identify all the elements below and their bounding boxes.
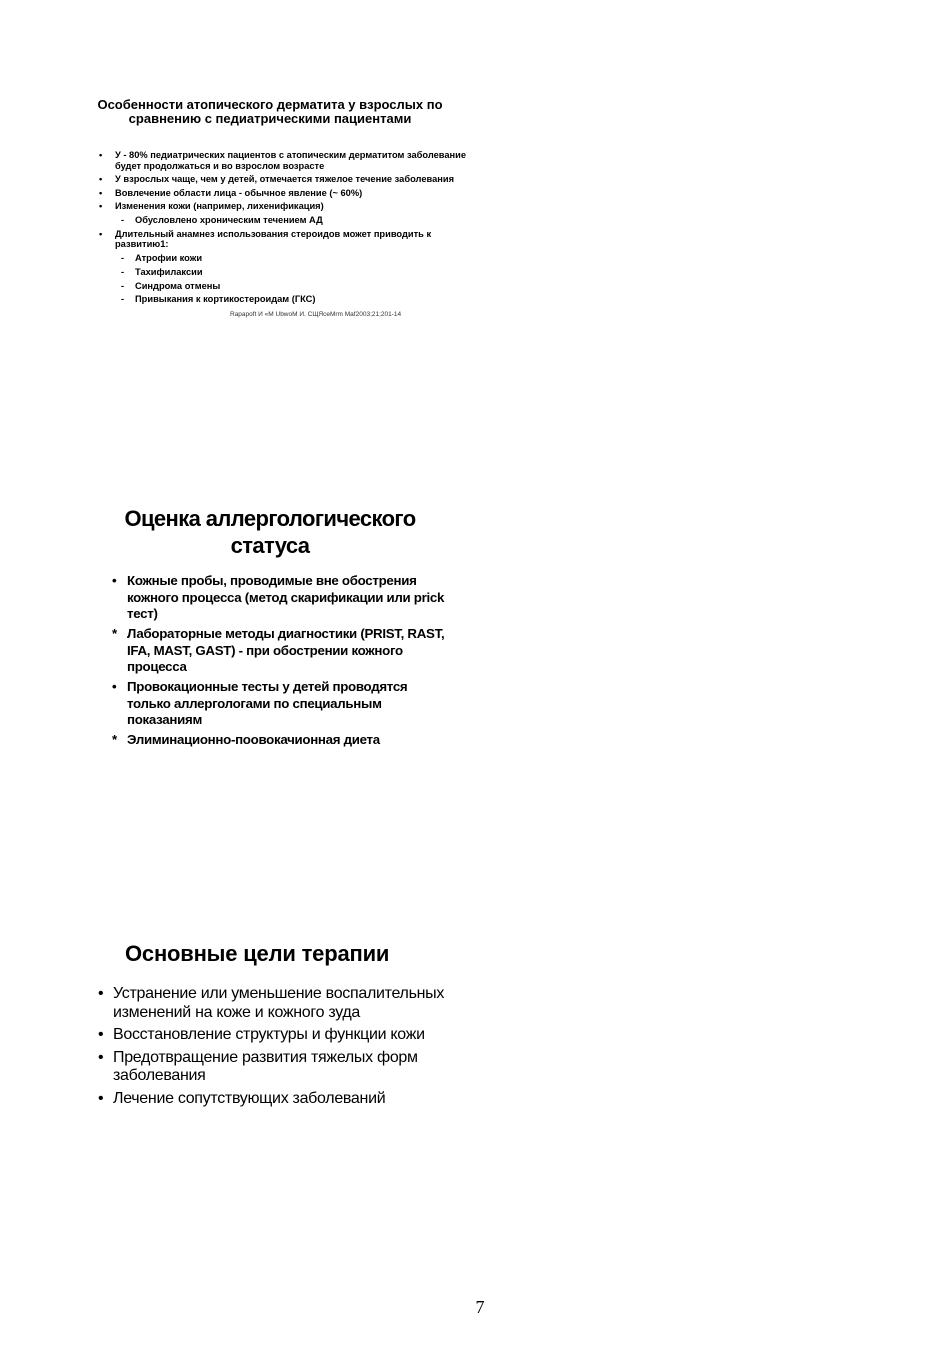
list-item: * Элиминационно-поовокачионная диета	[105, 732, 445, 749]
slide-title: Оценка аллергологического статуса	[124, 506, 416, 558]
list-item: • Восстановление структуры и функции кожи	[95, 1026, 455, 1045]
slide-adult-atopic-dermatitis	[70, 98, 470, 319]
list-item: • Предотвращение развития тяжелых форм заболевания	[95, 1049, 455, 1086]
sub-list-item: - Обусловлено хроническим течением АД	[70, 215, 470, 226]
sub-list-item: - Тахифилаксии	[70, 267, 470, 278]
reference-citation: Rapapoft И «M UbwoM И. СЩЯсеMrm Maf2003;21;201-14	[230, 310, 402, 318]
list-item: • У взрослых чаще, чем у детей, отмечается тяжелое течение заболевания	[70, 174, 470, 185]
bullet-list	[105, 573, 445, 749]
list-item: • Вовлечение области лица - обычное явление (~ 60%)	[70, 188, 470, 199]
sub-list-item: - Атрофии кожи	[70, 253, 470, 264]
list-item: • Длительный анамнез использования стероидов может приводить к развитию1:	[70, 229, 470, 250]
list-item: • Устранение или уменьшение воспалительных изменений на коже и кожного зуда	[95, 985, 455, 1022]
slide-title: Особенности атопического дерматита у взрослых по сравнению с педиатрическими пациентами	[97, 97, 443, 126]
list-item: • Изменения кожи (например, лихенификация)	[70, 201, 470, 212]
list-item: • Кожные пробы, проводимые вне обострения кожного процесса (метод скарификации или prick тест)	[105, 573, 445, 623]
bullet-list	[70, 150, 470, 305]
sub-list-item: - Синдрома отмены	[70, 281, 470, 292]
slide-title: Основные цели терапии	[125, 941, 390, 966]
list-item: • Провокационные тесты у детей проводятся только аллергологами по специальным показаниям	[105, 679, 445, 729]
list-item: • У - 80% педиатрических пациентов с атопическим дерматитом заболевание будет продолжаться и во взрослом возрасте	[70, 150, 470, 171]
slide-therapy-goals	[95, 940, 455, 1112]
list-item: • Лечение сопутствующих заболеваний	[95, 1090, 455, 1109]
page-number: 7	[475, 1297, 485, 1317]
sub-list-item: - Привыкания к кортикостероидам (ГКС)	[70, 294, 470, 305]
list-item: * Лабораторные методы диагностики (PRIST, RAST, IFA, MAST, GAST) - при обострении кожного процесса	[105, 626, 445, 676]
slide-allergy-status	[105, 505, 445, 752]
bullet-list	[95, 985, 455, 1108]
